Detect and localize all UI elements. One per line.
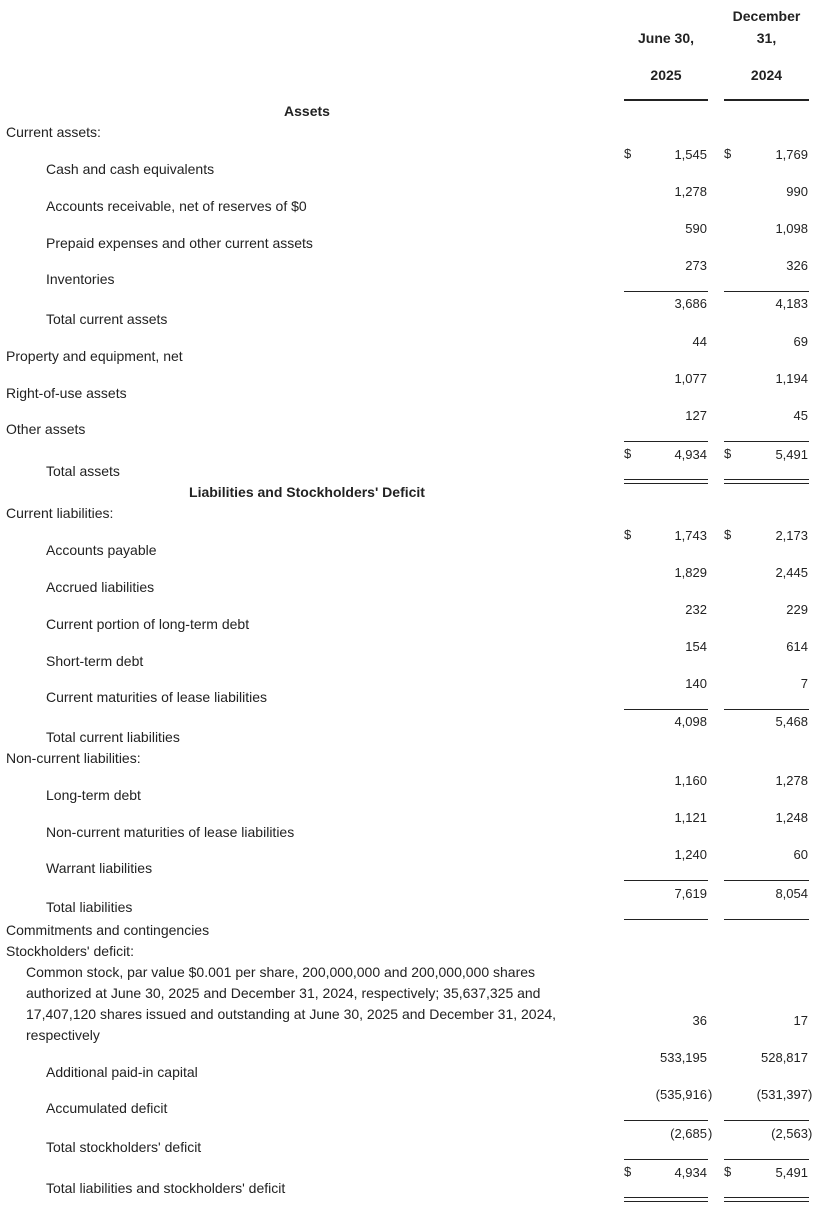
value-total-current-assets-2025: 3,686 xyxy=(674,296,707,311)
subtotal-rule-2024 xyxy=(724,1159,809,1160)
close-paren: ) xyxy=(708,1126,713,1141)
value-other-assets-2025: 127 xyxy=(685,408,707,423)
label-total-assets: Total assets xyxy=(46,463,120,479)
col-header-2024-line1: December xyxy=(732,8,801,24)
subtotal-rule-2024 xyxy=(724,291,809,292)
label-prepaid: Prepaid expenses and other current assets xyxy=(46,235,313,251)
label-receivable: Accounts receivable, net of reserves of $0 xyxy=(46,198,307,214)
value-accumulated-deficit-2025: (535,916 xyxy=(655,1087,707,1102)
label-total-liabilities: Total liabilities xyxy=(46,899,133,915)
label-other-assets: Other assets xyxy=(6,421,86,437)
label-stockholders-deficit: Stockholders' deficit: xyxy=(6,943,134,959)
subtotal-rule-2025 xyxy=(624,291,708,292)
label-ppe: Property and equipment, net xyxy=(6,348,183,364)
value-warrant-2024: 60 xyxy=(793,847,808,862)
label-inventories: Inventories xyxy=(46,271,115,287)
subtotal-rule-2024 xyxy=(724,441,809,442)
col-header-2025-line2: 2025 xyxy=(650,67,682,83)
value-prepaid-2025: 590 xyxy=(685,221,707,236)
close-paren: ) xyxy=(708,1087,713,1102)
subtotal-rule-2025 xyxy=(624,441,708,442)
label-rou: Right-of-use assets xyxy=(6,385,127,401)
currency-symbol: $ xyxy=(624,1164,632,1179)
value-short-term-debt-2025: 154 xyxy=(685,639,707,654)
label-accumulated-deficit: Accumulated deficit xyxy=(46,1100,168,1116)
label-short-term-debt: Short-term debt xyxy=(46,653,144,669)
currency-symbol: $ xyxy=(724,1164,732,1179)
value-total-current-liabilities-2024: 5,468 xyxy=(775,714,808,729)
label-noncurrent-liabilities: Non-current liabilities: xyxy=(6,750,141,766)
value-total-assets-2024: 5,491 xyxy=(775,447,808,462)
value-cash-2024: 1,769 xyxy=(775,147,808,162)
value-other-assets-2024: 45 xyxy=(793,408,808,423)
currency-symbol: $ xyxy=(624,527,632,542)
label-warrant: Warrant liabilities xyxy=(46,860,153,876)
total-rule-2025 xyxy=(624,919,708,920)
label-apic: Additional paid-in capital xyxy=(46,1064,198,1080)
label-commitments: Commitments and contingencies xyxy=(6,922,210,938)
label-common-stock: Common stock, par value $0.001 per share, 200,000,000 and 200,000,000 shares authorized at June 30, 2025 and December 31, 2024, respectively; 35,637,325 and 17,407,120 shares issued and outstanding at June 30, 2025 and December 31, 2024, respectively xyxy=(26,964,557,1043)
label-current-lease: Current maturities of lease liabilities xyxy=(46,689,267,705)
total-double-rule-2025 xyxy=(624,479,708,484)
total-double-rule-2025 xyxy=(624,1197,708,1202)
value-total-liabilities-2025: 7,619 xyxy=(674,886,707,901)
currency-symbol: $ xyxy=(724,146,732,161)
value-noncurrent-lease-2025: 1,121 xyxy=(674,810,707,825)
value-inventories-2025: 273 xyxy=(685,258,707,273)
label-accounts-payable: Accounts payable xyxy=(46,542,157,558)
total-rule-2024 xyxy=(724,919,809,920)
total-double-rule-2024 xyxy=(724,479,809,484)
value-total-sh-deficit-2024: (2,563 xyxy=(771,1126,808,1141)
value-ltd-2024: 1,278 xyxy=(775,773,808,788)
value-rou-2025: 1,077 xyxy=(674,371,707,386)
header-rule-2024 xyxy=(724,99,809,101)
subtotal-rule-2025 xyxy=(624,1120,708,1121)
label-current-liabilities: Current liabilities: xyxy=(6,505,114,521)
label-accrued: Accrued liabilities xyxy=(46,579,155,595)
value-inventories-2024: 326 xyxy=(786,258,808,273)
currency-symbol: $ xyxy=(624,146,632,161)
value-total-current-assets-2024: 4,183 xyxy=(775,296,808,311)
subtotal-rule-2025 xyxy=(624,1159,708,1160)
value-apic-2024: 528,817 xyxy=(761,1050,808,1065)
value-accrued-2024: 2,445 xyxy=(775,565,808,580)
col-header-2024-line2: 31, xyxy=(756,30,777,46)
value-current-ltd-2025: 232 xyxy=(685,602,707,617)
subtotal-rule-2025 xyxy=(624,709,708,710)
subtotal-rule-2024 xyxy=(724,709,809,710)
value-accumulated-deficit-2024: (531,397 xyxy=(756,1087,808,1102)
subtotal-rule-2025 xyxy=(624,880,708,881)
value-total-current-liabilities-2025: 4,098 xyxy=(674,714,707,729)
label-total-stockholders-deficit: Total stockholders' deficit xyxy=(46,1139,202,1155)
col-header-2024-line3: 2024 xyxy=(750,67,783,83)
value-accrued-2025: 1,829 xyxy=(674,565,707,580)
label-total-current-liabilities: Total current liabilities xyxy=(46,729,180,745)
value-current-ltd-2024: 229 xyxy=(786,602,808,617)
value-ppe-2024: 69 xyxy=(793,334,808,349)
value-cash-2025: 1,545 xyxy=(674,147,707,162)
section-assets-title: Assets xyxy=(284,103,330,119)
value-current-lease-2024: 7 xyxy=(800,676,808,691)
label-current-assets: Current assets: xyxy=(6,124,101,140)
label-total-current-assets: Total current assets xyxy=(46,311,168,327)
value-ppe-2025: 44 xyxy=(692,334,707,349)
value-total-liab-sh-2024: 5,491 xyxy=(775,1165,808,1180)
value-ap-2025: 1,743 xyxy=(674,528,707,543)
value-total-liabilities-2024: 8,054 xyxy=(775,886,808,901)
value-apic-2025: 533,195 xyxy=(660,1050,707,1065)
value-noncurrent-lease-2024: 1,248 xyxy=(775,810,808,825)
col-header-2025-line1: June 30, xyxy=(637,30,695,46)
subtotal-rule-2024 xyxy=(724,880,809,881)
value-total-sh-deficit-2025: (2,685 xyxy=(670,1126,707,1141)
section-liabilities-title: Liabilities and Stockholders' Deficit xyxy=(189,484,425,500)
value-ltd-2025: 1,160 xyxy=(674,773,707,788)
value-prepaid-2024: 1,098 xyxy=(775,221,808,236)
value-common-stock-2025: 36 xyxy=(692,1013,707,1028)
value-common-stock-2024: 17 xyxy=(793,1013,808,1028)
value-ap-2024: 2,173 xyxy=(775,528,808,543)
value-current-lease-2025: 140 xyxy=(685,676,707,691)
value-short-term-debt-2024: 614 xyxy=(786,639,808,654)
value-warrant-2025: 1,240 xyxy=(674,847,707,862)
value-receivable-2025: 1,278 xyxy=(674,184,707,199)
label-total-liabilities-and-deficit: Total liabilities and stockholders' deficit xyxy=(46,1180,286,1196)
label-long-term-debt: Long-term debt xyxy=(46,787,141,803)
label-cash: Cash and cash equivalents xyxy=(46,161,215,177)
value-rou-2024: 1,194 xyxy=(775,371,808,386)
currency-symbol: $ xyxy=(724,527,732,542)
currency-symbol: $ xyxy=(624,446,632,461)
value-total-liab-sh-2025: 4,934 xyxy=(674,1165,707,1180)
close-paren: ) xyxy=(808,1087,813,1102)
subtotal-rule-2024 xyxy=(724,1120,809,1121)
currency-symbol: $ xyxy=(724,446,732,461)
label-current-ltd: Current portion of long-term debt xyxy=(46,616,250,632)
total-double-rule-2024 xyxy=(724,1197,809,1202)
value-total-assets-2025: 4,934 xyxy=(674,447,707,462)
close-paren: ) xyxy=(808,1126,813,1141)
label-noncurrent-lease: Non-current maturities of lease liabilities xyxy=(46,824,295,840)
value-receivable-2024: 990 xyxy=(786,184,808,199)
header-rule-2025 xyxy=(624,99,708,101)
